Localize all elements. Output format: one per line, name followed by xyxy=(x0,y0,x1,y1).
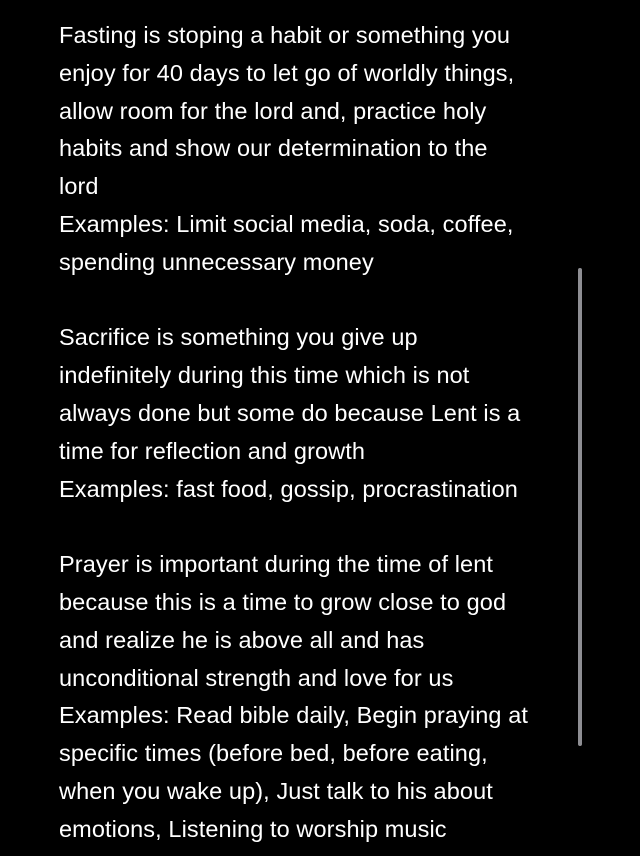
note-line: Examples: Limit social media, soda, coffee, xyxy=(59,210,514,237)
note-line: emotions, Listening to worship music xyxy=(59,815,447,842)
note-line: specific times (before bed, before eating, xyxy=(59,740,488,767)
note-body[interactable] xyxy=(59,17,564,849)
note-line: and realize he is above all and has xyxy=(59,626,425,653)
note-line: when you wake up), Just talk to his about xyxy=(59,777,493,804)
paragraph-spacer xyxy=(59,282,564,320)
note-line: because this is a time to grow close to god xyxy=(59,588,507,615)
note-line: always done but some do because Lent is a xyxy=(59,399,521,426)
note-line: unconditional strength and love for us xyxy=(59,664,454,691)
note-line: Sacrifice is something you give up xyxy=(59,324,418,351)
note-line: Examples: Read bible daily, Begin praying at xyxy=(59,702,529,729)
note-line: spending unnecessary money xyxy=(59,248,374,275)
note-line: indefinitely during this time which is not xyxy=(59,362,470,389)
note-line: lord xyxy=(59,173,99,200)
note-line: Prayer is important during the time of lent xyxy=(59,551,494,578)
vertical-scrollbar[interactable] xyxy=(578,268,582,746)
note-line: time for reflection and growth xyxy=(59,437,366,464)
note-line: enjoy for 40 days to let go of worldly things, xyxy=(59,59,515,86)
note-line: allow room for the lord and, practice holy xyxy=(59,97,487,124)
paragraph-spacer xyxy=(59,508,564,546)
note-line: Fasting is stoping a habit or something you xyxy=(59,22,511,48)
note-line: habits and show our determination to the xyxy=(59,135,488,162)
note-line: Examples: fast food, gossip, procrastination xyxy=(59,475,518,502)
